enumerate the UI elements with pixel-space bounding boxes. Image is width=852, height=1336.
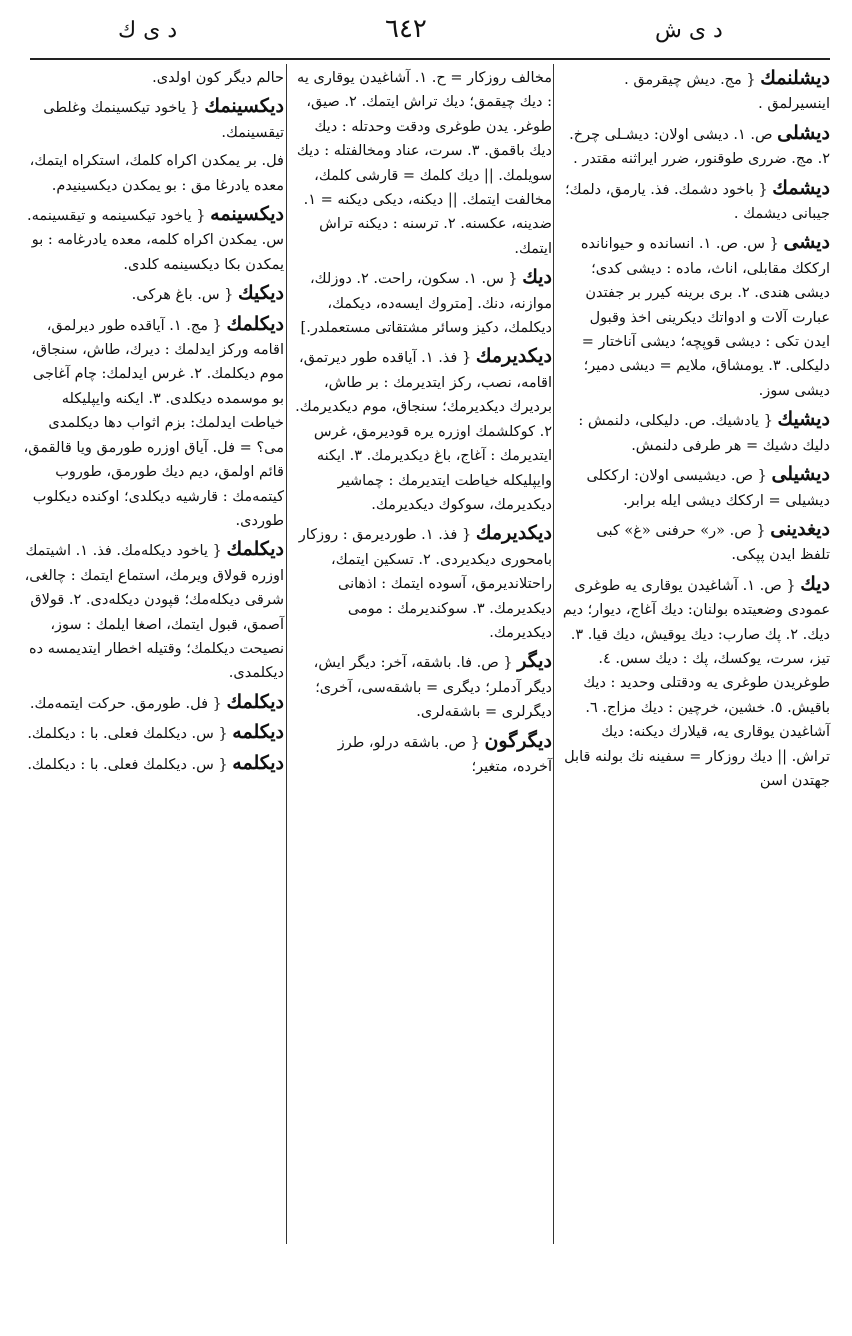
dictionary-entry — [22, 94, 284, 145]
entry-definition: { س. دیکلمك فعلی. با : دیکلمك. — [27, 756, 228, 773]
column-right — [558, 66, 830, 797]
header-left-guide-word: د ی ك — [118, 18, 178, 43]
dictionary-entry — [22, 751, 284, 777]
dictionary-entry — [562, 121, 830, 172]
dictionary-entry — [294, 66, 552, 261]
entry-headword: دیکلمك — [226, 690, 284, 713]
entry-headword: دیکدیرمك — [475, 522, 552, 545]
dictionary-entry — [562, 517, 830, 568]
entry-headword: دیکلمه — [232, 751, 284, 774]
entry-definition: { فل. طورمق. حرکت ایتمه‌مك. — [29, 695, 222, 712]
entry-definition: فل. بر یمکدن اکراه کلمك، استکراه ایتمك، معده یادرغا مق : بو یمکدن دیکسینیدم. — [29, 153, 284, 194]
entry-definition: { ص. فا. باشقه، آخر: دیگر ایش، دیگر آدملر؛ دیگری = باشقه‌سی، آخری؛ دیگرلری = باشقه‌لری. — [313, 655, 552, 721]
dictionary-entry — [22, 537, 284, 685]
entry-definition: { باخود دشمك. فذ. یارمق، دلمك؛ جیبانی دیشمك . — [564, 181, 830, 223]
dictionary-entry — [22, 149, 284, 198]
entry-definition: { یاخود دیکله‌مك. فذ. ١. اشیتمك اوزره قولاق ویرمك، استماع ایتمك : چالغی، شرقی دیکله‌مك؛ قپودن دیکله‌دی. ٢. قولاق آصمق، قبول ایتمك، اصغا ایلمك : سوز، نصیحت دیکلمك؛ وقتیله اخطار ایتدیمسه ده دیکلمدی. — [24, 543, 284, 682]
entry-definition: { یادشیك. ص. دلیکلی، دلنمش : دلیك دشیك = هر طرفی دلنمش. — [578, 413, 830, 454]
entry-definition: { ص. باشقه درلو، طرز آخرده، متغیر؛ — [337, 734, 552, 775]
dictionary-entry — [294, 521, 552, 645]
entry-definition: { یاخود تیکسینمه و تیقسینمه. س. یمکدن اکراه کلمه، معده یادرغامه : بو یمکدن بکا دیکسینمه کلدی. — [27, 208, 284, 273]
dictionary-entry — [22, 281, 284, 307]
entry-headword: دیشلی — [777, 121, 830, 144]
dictionary-entry — [294, 265, 552, 340]
dictionary-entry — [562, 176, 830, 227]
entry-definition: { س. ١. سکون، راحت. ٢. دوزلك، موازنه، دنك. [متروك ایسه‌ده، دیکمك، دیکلمك، دکیز وسائر مشتقاتی مستعملدر.] — [300, 271, 552, 337]
entry-headword: دیکیك — [238, 282, 284, 305]
column-left — [18, 66, 284, 781]
entry-headword: دیشلنمك — [760, 67, 830, 89]
dictionary-entry — [294, 344, 552, 517]
dictionary-entry — [294, 729, 552, 780]
dictionary-entry — [562, 407, 830, 458]
entry-definition: { ص. «ر» حرفنی «غ» کبی تلفظ ایدن پپکی. — [596, 522, 830, 564]
dictionary-entry — [22, 690, 284, 716]
entry-headword: دیکلمك — [226, 538, 284, 561]
entry-headword: دیغدینی — [770, 517, 830, 540]
dictionary-entry — [22, 720, 284, 746]
entry-headword: دیك — [800, 572, 830, 595]
column-divider — [553, 64, 554, 1244]
entry-headword: دیگرگون — [484, 729, 552, 752]
entry-definition: ص. ١. دیشی اولان: دیشـلی چرخ. ٢. مج. ضرری طوقنور، ضرر ایراثنه مقتدر . — [569, 126, 830, 168]
entry-headword: دیشی — [783, 231, 830, 254]
entry-headword: دیشیلی — [771, 463, 830, 486]
entry-definition: { فذ. ١. آیاقده طور دیرتمق، اقامه، نصب، رکز ایتدیرمك : بر طاش، بردیرك دیکدیرمك؛ سنجاق، موم دیکدیرمك. ٢. کوکلشمك اوزره یره قودیرمق، غرس ایتدیرمك : آغاج، باغ دیکدیرمك. ٣. ایکنه وایپلیکله خیاطت ایتدیرمك : چماشیر دیکدیرمك، سوکوك دیکدیرمك. — [295, 350, 552, 513]
column-middle — [290, 66, 552, 783]
entry-definition: مخالف روزکار = ح. ١. آشاغیدن یوقاری یه : دیك چیقمق؛ دیك تراش ایتمك. ٢. صیق، طوغر. یدن طوغری ودقت وحدتله : دیك دیك باقمق. ٣. سرت، عناد ومخالفتله : دیك سویلمك. || دیك کلمك = قارشی کلمك، مخالفت ایتمك. || دیکنه، دیکی دیکنه = ١. ضدینه، عکسنه. ٢. ترسنه : دیکنه تراش ایتمك. — [296, 70, 552, 257]
dictionary-entry — [22, 202, 284, 277]
entry-definition: { مج. ١. آیاقده طور دیرلمق، اقامه ورکز ایدلمك : دیرك، طاش، سنجاق، موم دیکلمك. ٢. غرس ایدلمك: چام آغاجی بو موسمده دیکلدی. ٣. ایکنه وایپلیکله خیاطت ایدلمك: بزم اثواب دها دیکلمدی می؟ = فل. آیاق اوزره طورمق ویا قالقمق، قائم اولمق، دیم دیك طورمق، طوروب کیتمه‌مك : قارشیه دیکلدی؛ اوکنده دیکلوب طوردی. — [23, 317, 284, 529]
dictionary-entry — [22, 312, 284, 534]
entry-headword: دیکلمه — [232, 721, 284, 744]
entry-headword: دیشمك — [772, 176, 830, 199]
dictionary-entry — [294, 649, 552, 724]
column-divider — [286, 64, 287, 1244]
dictionary-entry — [562, 462, 830, 513]
dictionary-entry — [562, 572, 830, 794]
entry-definition: حالم دیگر کون اولدی. — [152, 70, 284, 86]
entry-definition: { س. ص. ١. انسانده و حیوانانده ارککك مقابلی، اناث، ماده : دیشی کدی؛ دیشی هندی. ٢. بری برینه کیرر بر جفتدن عبارت آلات و ادواتك دیکرینی اخذ وقبول ایدن تکی : دیشی قوپچه؛ دیشی آناختار = دلیکلی. ٣. یومشاق، ملایم = دیشی دمیر؛ دیشی سوز. — [580, 236, 830, 399]
entry-definition: { ص. دیشیسی اولان: ارککلی دیشیلی = ارککك دیشی ایله برابر. — [586, 468, 830, 509]
entry-definition: { یاخود تیکسینمك وغلطی تیقسینمك. — [43, 100, 284, 141]
page-number: ٦٤٢ — [385, 14, 427, 44]
entry-headword: دیگر — [517, 650, 552, 673]
entry-definition: { مج. دیش چیقرمق . اینسیرلمق . — [624, 72, 830, 113]
entry-headword: دیشیك — [777, 408, 830, 431]
entry-headword: دیکدیرمك — [475, 345, 552, 368]
entry-definition: { س. باغ هرکی. — [131, 287, 234, 304]
entry-definition: { س. دیکلمك فعلی. با : دیکلمك. — [27, 726, 228, 743]
entry-headword: دیکسینمه — [210, 203, 284, 226]
header-rule — [30, 58, 830, 60]
entry-definition: { فذ. ١. طوردیرمق : روزکار بامحوری دیکدیردی. ٢. تسکین ایتمك، راحتلاندیرمق، آسوده ایتمك : اذهانی دیکدیرمك. ٣. سوکندیرمك : مومی دیکدیرمك. — [298, 527, 552, 641]
header-right-guide-word: د ی ش — [655, 18, 723, 43]
entry-headword: دیکسینمك — [204, 95, 284, 118]
dictionary-entry — [562, 230, 830, 403]
entry-headword: دیك — [522, 266, 552, 289]
entry-definition: { ص. ١. آشاغیدن یوقاری یه طوغری عمودی وضعیتده بولنان: دیك آغاج، دیوار؛ دیم دیك. ٢. پك صارب: دیك یوقیش، دیك قیا. ٣. تیز، سرت، یوکسك، پك : دیك سس. ٤. طوغریدن طوغری یه ودقتلی وحدید : دیك باقیش. ٥. خشین، خرچین : دیك مزاج. ٦. آشاغیدن یوقاری یه، قیلارك دیکنه: دیك تراش. || دیك روزکار = سفینه نك بولنه قابل جهتدن اسن — [562, 577, 830, 789]
dictionary-entry — [22, 66, 284, 90]
entry-headword: دیکلمك — [226, 312, 284, 335]
dictionary-entry — [562, 66, 830, 117]
